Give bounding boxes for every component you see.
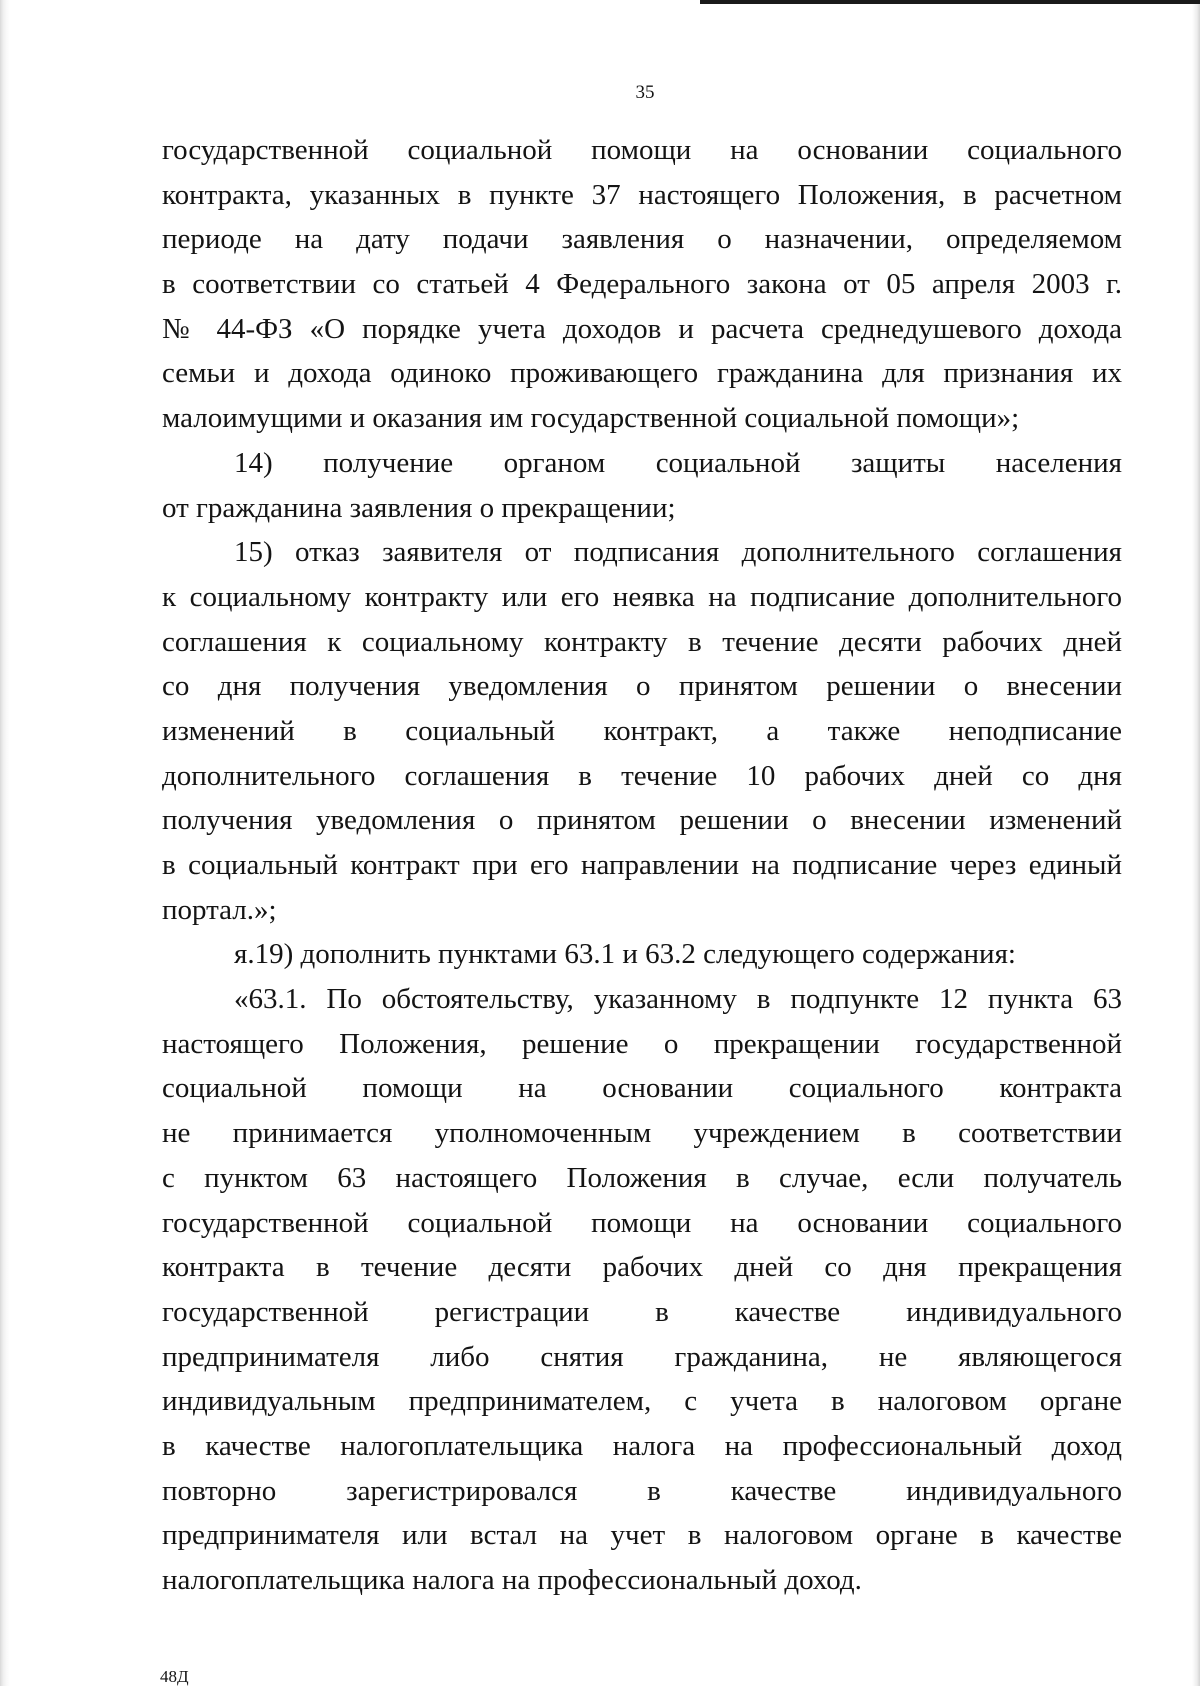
text-line: № 44-ФЗ «О порядке учета доходов и расчета среднедушевого дохода bbox=[162, 312, 1122, 345]
footer-code: 48Д bbox=[160, 1667, 189, 1686]
text-line: изменений в социальный контракт, а также неподписание bbox=[162, 714, 1122, 747]
text-line: «63.1. По обстоятельству, указанному в подпункте 12 пункта 63 bbox=[234, 983, 1122, 1016]
text-line: со дня получения уведомления о принятом решении о внесении bbox=[162, 670, 1122, 703]
scan-edge-right bbox=[1192, 0, 1200, 1686]
text-line: предпринимателя либо снятия гражданина, не являющегося bbox=[162, 1340, 1122, 1373]
scan-edge-top bbox=[700, 0, 1200, 4]
text-line: 15) отказ заявителя от подписания дополнительного соглашения bbox=[234, 536, 1122, 569]
text-line: в социальный контракт при его направлении на подписание через единый bbox=[162, 849, 1122, 881]
text-line: периоде на дату подачи заявления о назначении, определяемом bbox=[162, 223, 1122, 256]
text-line: предпринимателя или встал на учет в налоговом органе в качестве bbox=[162, 1519, 1122, 1552]
text-line: в качестве налогоплательщика налога на профессиональный доход bbox=[162, 1429, 1122, 1462]
text-line: соглашения к социальному контракту в течение десяти рабочих дней bbox=[162, 625, 1122, 658]
text-line: с пунктом 63 настоящего Положения в случае, если получатель bbox=[162, 1161, 1122, 1194]
text-line: в соответствии со статьей 4 Федерального закона от 05 апреля 2003 г. bbox=[162, 268, 1122, 301]
text-line: государственной регистрации в качестве индивидуального bbox=[162, 1295, 1122, 1328]
text-line: портал.»; bbox=[162, 893, 277, 926]
text-line: социальной помощи на основании социального контракта bbox=[162, 1072, 1122, 1105]
scan-edge-left bbox=[0, 0, 10, 1686]
text-line: настоящего Положения, решение о прекращении государственной bbox=[162, 1027, 1122, 1060]
text-line: налогоплательщика налога на профессиональный доход. bbox=[162, 1564, 862, 1596]
text-line: семьи и дохода одиноко проживающего гражданина для признания их bbox=[162, 357, 1122, 390]
text-line: получения уведомления о принятом решении о внесении изменений bbox=[162, 804, 1122, 837]
text-line: дополнительного соглашения в течение 10 рабочих дней со дня bbox=[162, 759, 1122, 792]
text-line: контракта, указанных в пункте 37 настоящего Положения, в расчетном bbox=[162, 178, 1122, 211]
text-line: не принимается уполномоченным учреждением в соответствии bbox=[162, 1117, 1122, 1150]
text-line: государственной социальной помощи на основании социального bbox=[162, 1206, 1122, 1239]
text-line: от гражданина заявления о прекращении; bbox=[162, 491, 676, 524]
page-number: 35 bbox=[635, 82, 655, 103]
document-body bbox=[162, 128, 1122, 1603]
text-line: я.19) дополнить пунктами 63.1 и 63.2 следующего содержания: bbox=[234, 938, 1016, 971]
text-line: малоимущими и оказания им государственной социальной помощи»; bbox=[162, 402, 1020, 435]
text-line: государственной социальной помощи на основании социального bbox=[162, 134, 1122, 166]
text-line: 14) получение органом социальной защиты населения bbox=[234, 446, 1122, 479]
text-line: контракта в течение десяти рабочих дней со дня прекращения bbox=[162, 1251, 1122, 1284]
text-line: к социальному контракту или его неявка на подписание дополнительного bbox=[162, 580, 1122, 613]
text-line: повторно зарегистрировался в качестве индивидуального bbox=[162, 1474, 1122, 1507]
text-line: индивидуальным предпринимателем, с учета в налоговом органе bbox=[162, 1385, 1122, 1418]
